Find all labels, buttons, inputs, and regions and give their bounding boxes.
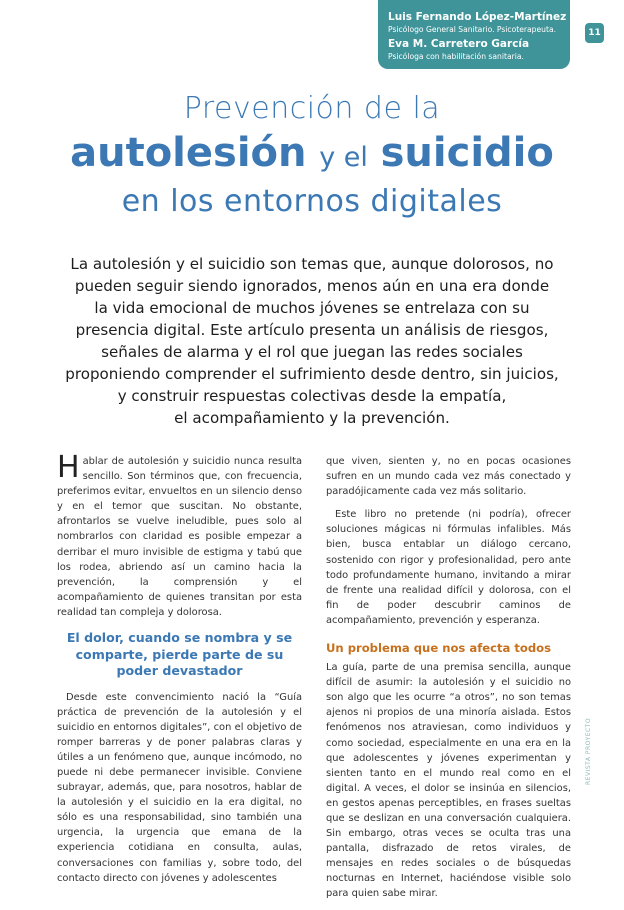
left-subheading: El dolor, cuando se nombra y se comparte, pierde parte de su poder devastador	[66, 630, 293, 679]
author-role-1: Psicólogo General Sanitario. Psicoterapeuta.	[388, 25, 557, 34]
lead-line: el acompañamiento y la prevención.	[174, 409, 450, 427]
author-role-2: Psicóloga con habilitación sanitaria.	[388, 52, 524, 61]
right-subheading: Un problema que nos afecta todos	[326, 641, 552, 656]
left-column	[57, 450, 302, 894]
drop-cap: H	[57, 450, 80, 485]
title-word-connector: y el	[319, 142, 368, 173]
lead-line: presencia digital. Este artículo presenta un análisis de riesgos,	[75, 321, 549, 339]
left-paragraph-2: Desde este convencimiento nació la “Guía práctica de prevención de la autolesión y el suicidio en entornos digitales”, con el objetivo de romper barreras y de poner palabras claras y útiles a un fenómeno que, aunque incómodo, no puede ni debe permanecer invisible. Conviene subrayar, además, que, para nosotros, hablar de la autolesión y el suicidio en la era digital, no sólo es una responsabilidad, sino también una urgencia, la urgencia que emana de la experiencia cotidiana en consulta, aulas, conversaciones con familias y, sobre todo, del contacto directo con jóvenes y adolescentes	[57, 691, 302, 884]
left-paragraph-1	[57, 450, 302, 620]
left-paragraph-1-text: ablar de autolesión y suicidio nunca resulta sencillo. Son términos que, con frecuencia, preferimos evitar, envueltos en un silencio denso y en el temor que suscitan. No obstante, afrontarlos se vuelve ineludible, pues solo al nombrarlos con claridad es posible empezar a derribar el muro invisible de estigma y tabú que los rodea, abriendo así un camino hacia la prevención, la comprensión y el acompañamiento de quienes transitan por esta realidad tan compleja y dolorosa.	[57, 456, 302, 618]
lead-paragraph	[60, 253, 564, 429]
lead-line: señales de alarma y el rol que juegan las redes sociales	[101, 343, 523, 361]
lead-line: La autolesión y el suicidio son temas que, aunque dolorosos, no	[70, 255, 554, 273]
right-paragraph-3: La guía, parte de una premisa sencilla, aunque difícil de asumir: la autolesión y el suicidio no son algo que les ocurre “a otros”, no son temas ajenos ni propios de una minoría aislada. Estos fenómenos nos atraviesan, como individuos y como sociedad, especialmente en una era en la que adolescentes y jóvenes experimentan y sienten tanto en el mundo real como en el digital. A veces, el dolor se insinúa en silencios, en gestos apenas perceptibles, en frases sueltas que se deslizan en una conversación cualquiera. Sin embargo, otras veces se oculta tras una pantalla, disfrazado de retos virales, de mensajes en redes sociales o de búsquedas nocturnas en Internet, haciéndose visible solo para quien sabe mirar.	[326, 662, 571, 900]
lead-line: pueden seguir siendo ignorados, menos aún en una era donde	[74, 277, 550, 295]
title-word-autolesion: autolesión	[70, 130, 307, 176]
right-paragraph-1: que viven, sienten y, no en pocas ocasiones sufren en un mundo cada vez más conectado y paradójicamente cada vez más solitario.	[326, 456, 571, 498]
title-line-1: Prevención de la	[183, 91, 441, 126]
lead-line: la vida emocional de muchos jóvenes se entrelaza con su	[94, 299, 530, 317]
page-number: 11	[585, 23, 604, 43]
author-name-2: Eva M. Carretero García	[388, 38, 530, 50]
article-title	[0, 90, 624, 221]
author-name-1: Luis Fernando López-Martínez	[388, 11, 567, 23]
right-paragraph-2: Este libro no pretende (ni podría), ofrecer soluciones mágicas ni fórmulas infalibles. Más bien, busca entablar un diálogo cercano, sostenido con rigor y profesionalidad, pero ante todo profundamente humano, invitando a mirar de frente una realidad difícil y dolorosa, con el fin de poder descubrir caminos de acompañamiento, prevención y esperanza.	[326, 509, 571, 626]
title-line-3: en los entornos digitales	[121, 184, 503, 219]
title-line-2	[0, 128, 624, 183]
right-column	[326, 454, 571, 910]
side-label: REVISTA PROYECTO	[585, 717, 592, 785]
lead-line: proponiendo comprender el sufrimiento desde dentro, sin juicios,	[65, 365, 559, 383]
author-box	[378, 0, 570, 69]
title-word-suicidio: suicidio	[380, 130, 554, 176]
lead-line: y construir respuestas colectivas desde la empatía,	[117, 387, 507, 405]
